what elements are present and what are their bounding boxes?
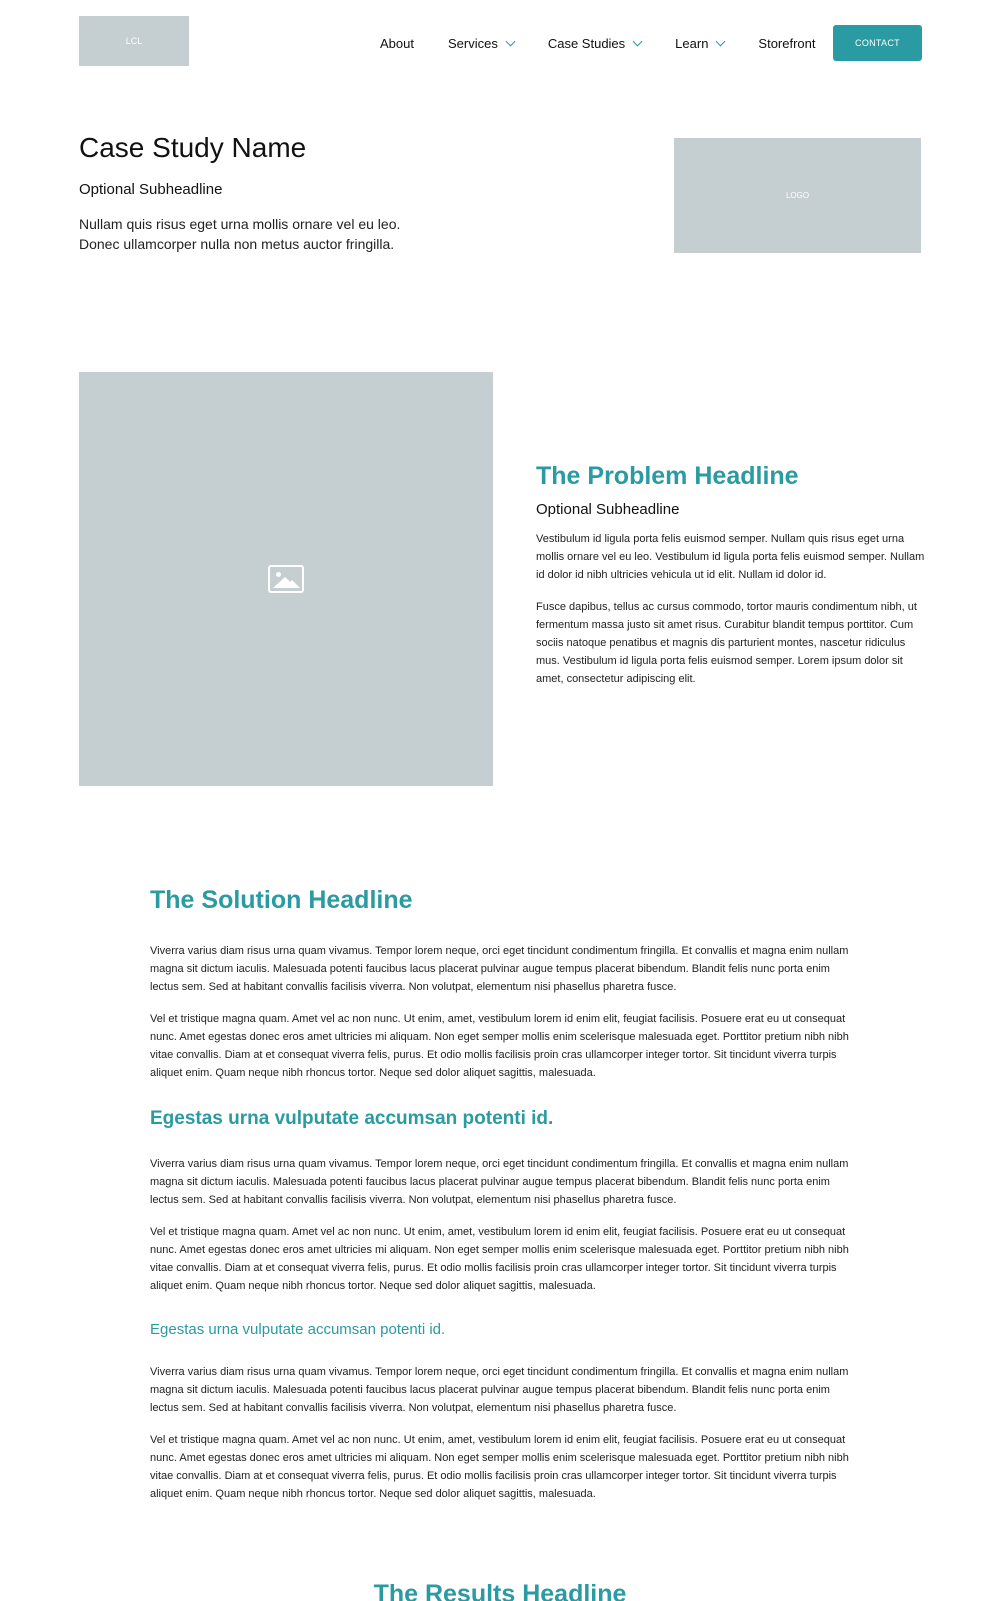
client-logo-placeholder — [674, 138, 921, 253]
chevron-down-icon — [633, 36, 643, 46]
site-logo-text: LCL — [125, 36, 143, 46]
image-icon — [268, 565, 304, 593]
results-headline: The Results Headline — [373, 1580, 627, 1601]
nav-item-services[interactable] — [448, 36, 514, 51]
solution-paragraph: Viverra varius diam risus urna quam vivamus. Tempor lorem neque, orci eget tincidunt condimentum fringilla. Et convallis et magna enim nullam magna sit dictum iaculis. Malesuada potenti faucibus lacus placerat pulvinar augue tempus placerat bibendum. Blandit felis nunc porta enim lectus sem. Sed at habitant convallis facilisis viverra. Non volutpat, elementum nisi phasellus pharetra fusce. — [150, 945, 849, 993]
contact-button[interactable]: CONTACT — [833, 25, 922, 61]
nav-label: Storefront — [758, 35, 816, 51]
nav-item-case-studies[interactable] — [548, 36, 641, 51]
client-logo-text: LOGO — [785, 191, 810, 200]
solution-paragraph: Vel et tristique magna quam. Amet vel ac non nunc. Ut enim, amet, vestibulum lorem id enim elit, feugiat facilisis. Posuere erat eu ut consequat nunc. Amet egestas donec eros amet ultricies mi aliquam. Non eget semper mollis enim scelerisque malesuada eget. Porttitor pretium nibh nibh vitae convallis. Diam at et consequat viverra felis, purus. Et odio mollis facilisis proin cras ullamcorper integer tortor. Sit tincidunt viverra turpis aliquet enim. Quam neque nibh rhoncus tortor. Neque sed dolor aliquet sagittis, malesuada. — [150, 1434, 849, 1500]
main-nav — [380, 25, 850, 61]
hero-subheadline: Optional Subheadline — [79, 181, 223, 198]
solution-paragraph: Vel et tristique magna quam. Amet vel ac non nunc. Ut enim, amet, vestibulum lorem id enim elit, feugiat facilisis. Posuere erat eu ut consequat nunc. Amet egestas donec eros amet ultricies mi aliquam. Non eget semper mollis enim scelerisque malesuada eget. Porttitor pretium nibh nibh vitae convallis. Diam at et consequat viverra felis, purus. Et odio mollis facilisis proin cras ullamcorper integer tortor. Sit tincidunt viverra turpis aliquet enim. Quam neque nibh rhoncus tortor. Neque sed dolor aliquet sagittis, malesuada. — [150, 1013, 849, 1079]
page-title: Case Study Name — [79, 132, 307, 163]
solution-section — [150, 886, 850, 1503]
chevron-down-icon — [505, 36, 515, 46]
problem-subheadline: Optional Subheadline — [536, 501, 680, 518]
solution-paragraph: Viverra varius diam risus urna quam vivamus. Tempor lorem neque, orci eget tincidunt condimentum fringilla. Et convallis et magna enim nullam magna sit dictum iaculis. Malesuada potenti faucibus lacus placerat pulvinar augue tempus placerat bibendum. Blandit felis nunc porta enim lectus sem. Sed at habitant convallis facilisis viverra. Non volutpat, elementum nisi phasellus pharetra fusce. — [150, 1366, 849, 1414]
nav-item-about[interactable] — [380, 36, 414, 51]
problem-headline: The Problem Headline — [536, 462, 799, 490]
solution-headline: The Solution Headline — [150, 886, 413, 914]
solution-subheading-large: Egestas urna vulputate accumsan potenti id. — [150, 1108, 554, 1129]
solution-paragraph: Vel et tristique magna quam. Amet vel ac non nunc. Ut enim, amet, vestibulum lorem id enim elit, feugiat facilisis. Posuere erat eu ut consequat nunc. Amet egestas donec eros amet ultricies mi aliquam. Non eget semper mollis enim scelerisque malesuada eget. Porttitor pretium nibh nibh vitae convallis. Diam at et consequat viverra felis, purus. Et odio mollis facilisis proin cras ullamcorper integer tortor. Sit tincidunt viverra turpis aliquet enim. Quam neque nibh rhoncus tortor. Neque sed dolor aliquet sagittis, malesuada. — [150, 1226, 849, 1292]
problem-paragraph: Vestibulum id ligula porta felis euismod semper. Nullam quis risus eget urna mollis ornare vel eu leo. Vestibulum id ligula porta felis euismod semper. Nullam id dolor id nibh ultricies vehicula ut id elit. Nullam id dolor id. — [536, 533, 925, 581]
nav-label: Services — [447, 35, 498, 51]
site-header — [0, 0, 1000, 90]
hero-body: Nullam quis risus eget urna mollis ornare vel eu leo. Donec ullamcorper nulla non metus auctor fringilla. — [79, 216, 401, 252]
solution-subheading-medium: Egestas urna vulputate accumsan potenti id. — [150, 1321, 446, 1338]
chevron-down-icon — [716, 36, 726, 46]
nav-item-learn[interactable] — [675, 36, 724, 51]
solution-paragraph: Viverra varius diam risus urna quam vivamus. Tempor lorem neque, orci eget tincidunt condimentum fringilla. Et convallis et magna enim nullam magna sit dictum iaculis. Malesuada potenti faucibus lacus placerat pulvinar augue tempus placerat bibendum. Blandit felis nunc porta enim lectus sem. Sed at habitant convallis facilisis viverra. Non volutpat, elementum nisi phasellus pharetra fusce. — [150, 1158, 849, 1206]
nav-label: Case Studies — [547, 35, 626, 51]
site-logo[interactable] — [79, 16, 189, 66]
problem-image-placeholder — [79, 372, 493, 786]
nav-item-storefront[interactable] — [758, 36, 815, 51]
nav-label: Learn — [675, 35, 709, 51]
problem-paragraph: Fusce dapibus, tellus ac cursus commodo, tortor mauris condimentum nibh, ut fermentum massa justo sit amet risus. Curabitur blandit tempus porttitor. Cum sociis natoque penatibus et magnis dis parturient montes, nascetur ridiculus mus. Vestibulum id ligula porta felis euismod semper. Lorem ipsum dolor sit amet, consectetur adipiscing elit. — [536, 601, 917, 685]
nav-label: About — [380, 35, 414, 51]
problem-section — [536, 462, 926, 688]
